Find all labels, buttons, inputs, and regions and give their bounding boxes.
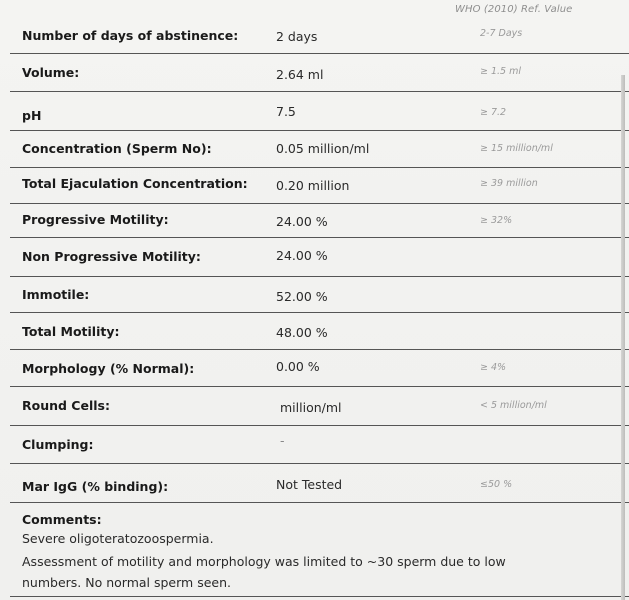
table-row-morphology — [10, 350, 629, 387]
row-value: 2.64 ml — [276, 67, 324, 82]
comment-line: numbers. No normal sperm seen. — [22, 575, 231, 590]
row-label: Total Motility: — [22, 324, 120, 339]
row-reference: ≥ 15 million/ml — [480, 143, 553, 154]
row-label: Clumping: — [22, 437, 94, 452]
row-label: Immotile: — [22, 287, 90, 302]
comment-line: Assessment of motility and morphology was limited to ~30 sperm due to low — [22, 554, 506, 569]
table-row-mar-igg — [10, 464, 629, 503]
row-reference: ≥ 7.2 — [480, 107, 507, 118]
row-reference: ≥ 1.5 ml — [480, 66, 522, 77]
row-value: 0.05 million/ml — [276, 141, 370, 156]
table-row-ph — [10, 92, 629, 131]
comments-section — [10, 503, 629, 597]
row-value: - — [280, 433, 285, 448]
comment-line: Severe oligoteratozoospermia. — [22, 531, 214, 546]
row-label: Concentration (Sperm No): — [22, 141, 212, 156]
row-label: pH — [22, 108, 42, 123]
table-row-total-ejaculation — [10, 168, 629, 204]
table-row-immotile — [10, 277, 629, 313]
row-reference: ≥ 4% — [480, 362, 507, 373]
row-label: Progressive Motility: — [22, 212, 169, 227]
table-row-abstinence — [10, 17, 629, 54]
row-value: 0.20 million — [276, 178, 350, 193]
row-value: 0.00 % — [276, 359, 320, 374]
reference-column-header: WHO (2010) Ref. Value — [455, 4, 573, 15]
row-label: Mar IgG (% binding): — [22, 479, 169, 494]
row-reference: ≤50 % — [480, 479, 513, 490]
row-value: 7.5 — [276, 104, 296, 119]
row-label: Number of days of abstinence: — [22, 28, 239, 43]
row-reference: < 5 million/ml — [480, 400, 547, 411]
row-value: million/ml — [280, 400, 342, 415]
table-row-round-cells — [10, 387, 629, 426]
table-row-non-progressive-motility — [10, 238, 629, 277]
row-label: Round Cells: — [22, 398, 110, 413]
table-row-clumping — [10, 426, 629, 464]
row-reference: ≥ 32% — [480, 215, 513, 226]
row-reference: 2-7 Days — [480, 28, 523, 39]
row-value: 48.00 % — [276, 325, 328, 340]
row-label: Total Ejaculation Concentration: — [22, 176, 248, 191]
row-value: Not Tested — [276, 477, 343, 492]
row-value: 24.00 % — [276, 214, 328, 229]
row-value: 52.00 % — [276, 289, 328, 304]
comments-title: Comments: — [22, 512, 102, 527]
row-label: Morphology (% Normal): — [22, 361, 195, 376]
table-row-total-motility — [10, 313, 629, 350]
table-row-progressive-motility — [10, 204, 629, 238]
page-edge-shadow — [621, 75, 625, 600]
row-reference: ≥ 39 million — [480, 178, 538, 189]
table-row-concentration — [10, 131, 629, 168]
table-row-volume — [10, 54, 629, 92]
row-label: Non Progressive Motility: — [22, 249, 201, 264]
row-label: Volume: — [22, 65, 80, 80]
row-value: 24.00 % — [276, 248, 328, 263]
row-value: 2 days — [276, 29, 318, 44]
